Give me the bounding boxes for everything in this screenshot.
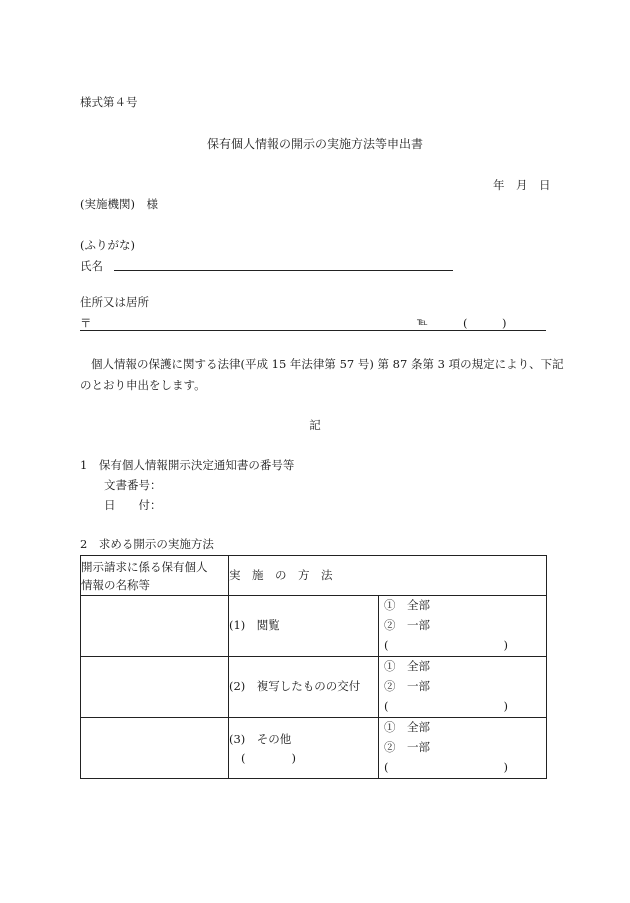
doc-number-label: 文書番号： bbox=[104, 478, 162, 492]
tel-parens: ( ) bbox=[463, 316, 507, 330]
name-underline[interactable] bbox=[114, 270, 453, 271]
form-number: 様式第４号 bbox=[80, 95, 138, 109]
method-label: (2) 複写したものの交付 bbox=[229, 679, 361, 694]
addressee: (実施機関) 様 bbox=[80, 197, 158, 211]
option-partial[interactable]: ② 一部 bbox=[384, 679, 430, 693]
body-text-line2: のとおり申出をします。 bbox=[80, 378, 206, 392]
option-cell bbox=[379, 718, 547, 779]
method-label: (3) その他 bbox=[229, 732, 292, 746]
method-cell bbox=[229, 657, 379, 718]
address-underline[interactable] bbox=[80, 330, 546, 331]
document-title: 保有個人情報の開示の実施方法等申出書 bbox=[206, 137, 423, 151]
header-info-name-line2: 情報の名称等 bbox=[81, 577, 150, 592]
info-name-cell[interactable] bbox=[81, 657, 229, 718]
info-name-cell[interactable] bbox=[81, 596, 229, 657]
table-header-row bbox=[81, 556, 547, 596]
section1-title: 1 保有個人情報開示決定通知書の番号等 bbox=[80, 458, 295, 472]
header-method-cell bbox=[229, 556, 547, 596]
method-other-detail[interactable]: ( ) bbox=[241, 750, 296, 765]
methods-table bbox=[80, 555, 547, 779]
option-cell bbox=[379, 596, 547, 657]
method-cell bbox=[229, 596, 379, 657]
tel-mark: ℡ bbox=[417, 317, 428, 328]
option-partial[interactable]: ② 一部 bbox=[384, 618, 430, 632]
ki-heading: 記 bbox=[309, 418, 321, 432]
header-info-name-line1: 開示請求に係る保有個人 bbox=[81, 559, 208, 574]
date-label: 年 月 日 bbox=[493, 178, 551, 192]
table-row bbox=[81, 718, 547, 779]
option-all[interactable]: ① 全部 bbox=[384, 659, 430, 673]
method-label: (1) 閲覧 bbox=[229, 618, 280, 633]
option-partial-detail[interactable]: ( ) bbox=[384, 638, 508, 652]
name-label: 氏名 bbox=[80, 259, 103, 273]
section2-title: 2 求める開示の実施方法 bbox=[80, 537, 214, 551]
body-text-line1: 個人情報の保護に関する法律(平成 15 年法律第 57 号) 第 87 条第 3 項の規定により、下記 bbox=[91, 357, 564, 371]
option-cell bbox=[379, 657, 547, 718]
option-all[interactable]: ① 全部 bbox=[384, 598, 430, 612]
notice-date-label: 日 付： bbox=[104, 498, 162, 512]
postal-mark: 〒 bbox=[80, 316, 92, 330]
table-row bbox=[81, 596, 547, 657]
address-label: 住所又は居所 bbox=[80, 295, 149, 309]
option-all[interactable]: ① 全部 bbox=[384, 720, 430, 734]
header-method-label: 実 施 の 方 法 bbox=[229, 567, 333, 582]
method-cell bbox=[229, 718, 379, 779]
table-row bbox=[81, 657, 547, 718]
header-info-name-cell bbox=[81, 556, 229, 596]
option-partial[interactable]: ② 一部 bbox=[384, 740, 430, 754]
option-partial-detail[interactable]: ( ) bbox=[384, 760, 508, 774]
option-partial-detail[interactable]: ( ) bbox=[384, 699, 508, 713]
furigana-label: (ふりがな) bbox=[80, 238, 135, 252]
info-name-cell[interactable] bbox=[81, 718, 229, 779]
